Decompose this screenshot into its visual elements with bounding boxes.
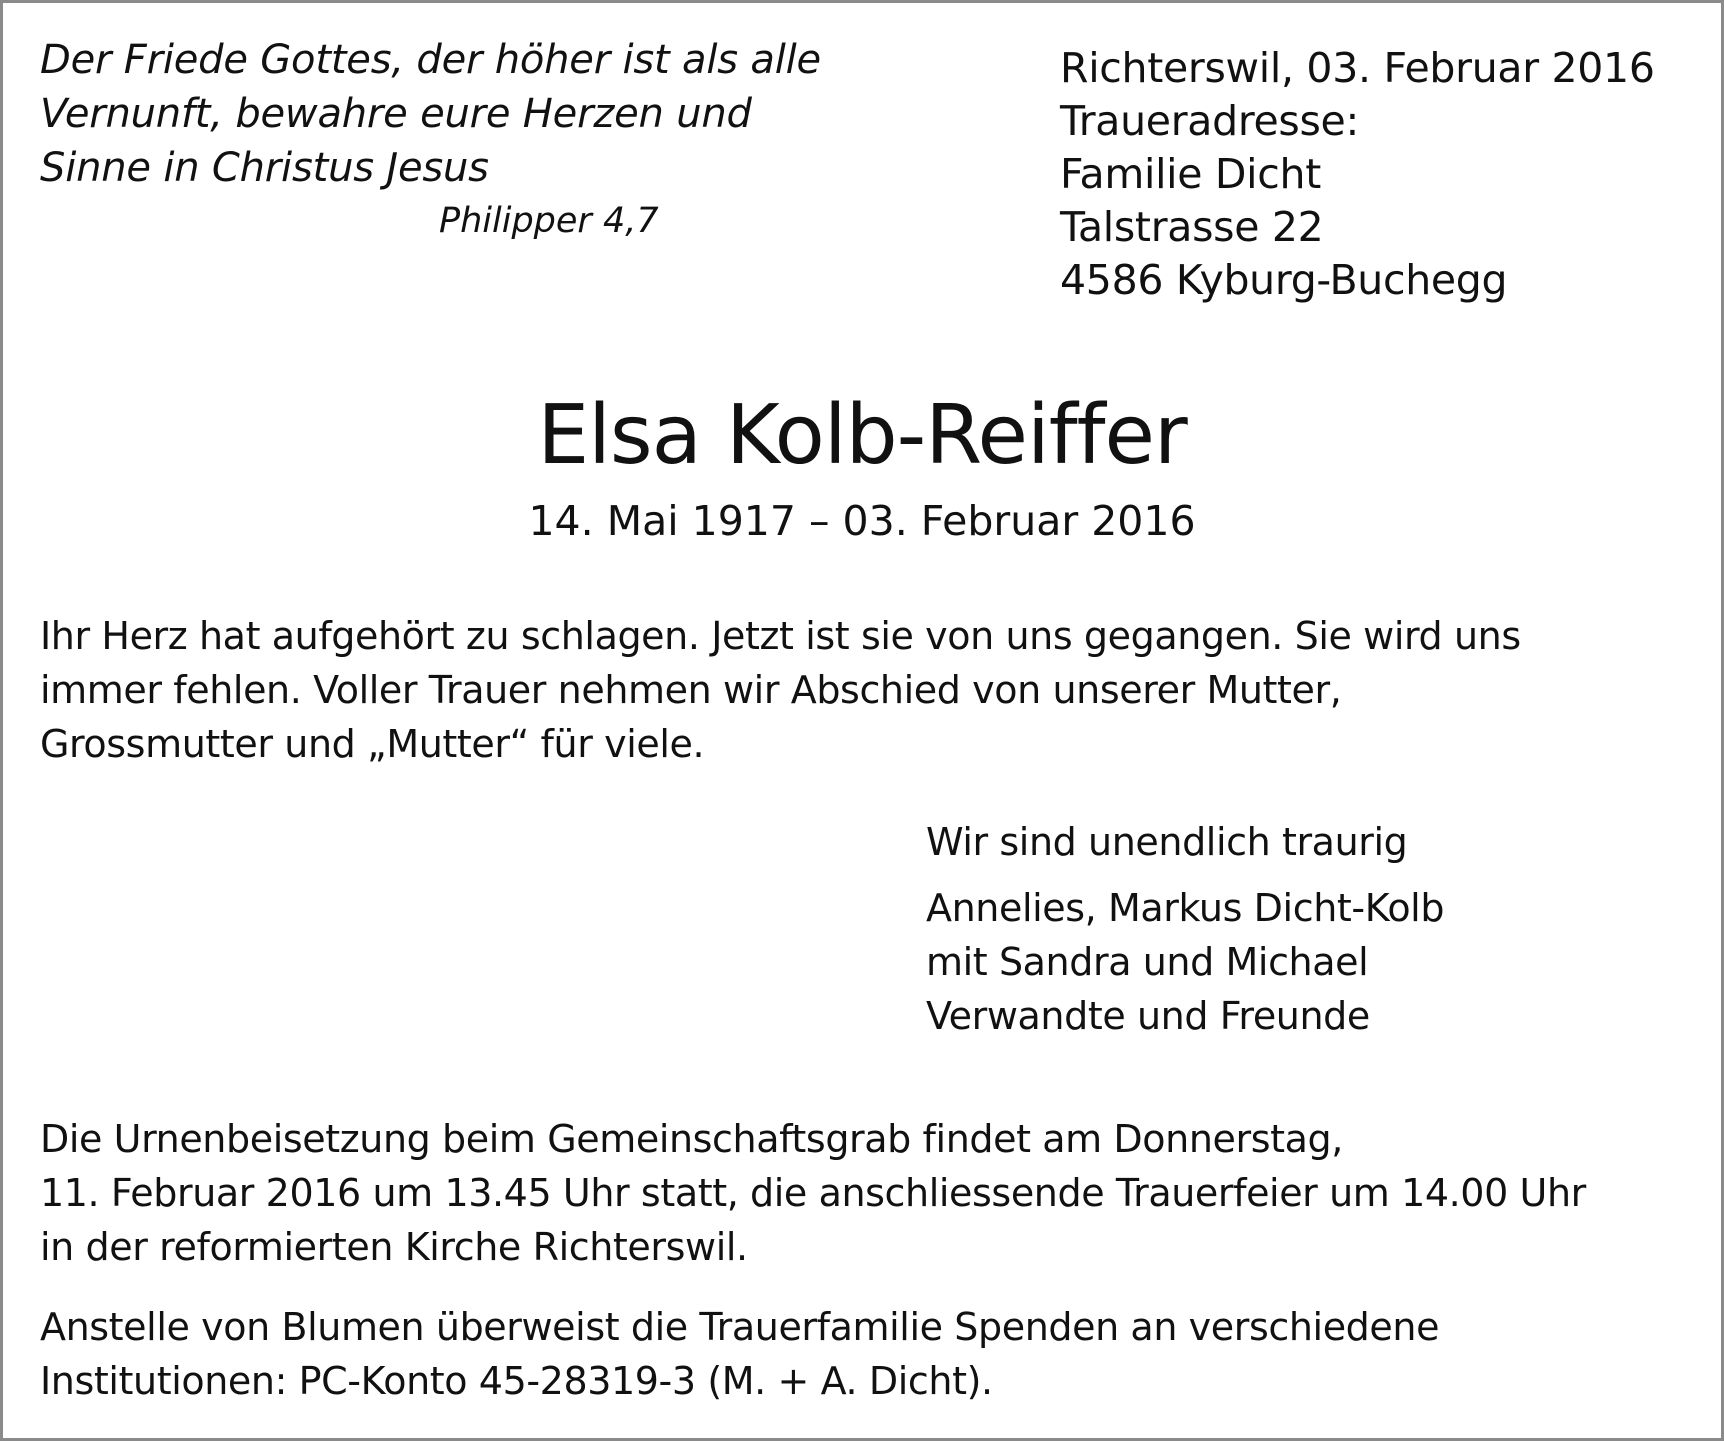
address-city: 4586 Kyburg-Buchegg [1060, 256, 1508, 304]
donation-line: Institutionen: PC-Konto 45-28319-3 (M. + A. Dicht). [40, 1359, 993, 1403]
mourning-address [1060, 42, 1655, 307]
donation-line: Anstelle von Blumen überweist die Trauerfamilie Spenden an verschiedene [40, 1305, 1440, 1349]
ceremony-line: Die Urnenbeisetzung beim Gemeinschaftsgrab findet am Donnerstag, [40, 1117, 1343, 1161]
place-date: Richterswil, 03. Februar 2016 [1060, 44, 1655, 92]
mourners-signoff [926, 815, 1444, 1043]
address-street: Talstrasse 22 [1060, 203, 1324, 251]
announcement-line: Ihr Herz hat aufgehört zu schlagen. Jetzt ist sie von uns gegangen. Sie wird uns [40, 614, 1521, 658]
address-family: Familie Dicht [1060, 150, 1321, 198]
bible-quote [40, 33, 940, 195]
obituary-notice [3, 3, 1721, 1438]
signoff-intro: Wir sind unendlich traurig [926, 820, 1408, 864]
ceremony-paragraph [40, 1112, 1700, 1274]
ceremony-line: 11. Februar 2016 um 13.45 Uhr statt, die anschliessende Trauerfeier um 14.00 Uhr [40, 1171, 1586, 1215]
donation-paragraph [40, 1300, 1700, 1408]
quote-line: Der Friede Gottes, der höher ist als alle [40, 37, 821, 83]
announcement-line: Grossmutter und „Mutter“ für viele. [40, 722, 705, 766]
ceremony-line: in der reformierten Kirche Richterswil. [40, 1225, 748, 1269]
address-label: Traueradresse: [1060, 97, 1359, 145]
deceased-name: Elsa Kolb-Reiffer [537, 388, 1187, 483]
mourner-line: mit Sandra und Michael [926, 940, 1369, 984]
mourner-line: Annelies, Markus Dicht-Kolb [926, 886, 1445, 930]
quote-source: Philipper 4,7 [439, 201, 659, 241]
quote-line: Vernunft, bewahre eure Herzen und [40, 91, 752, 137]
life-dates: 14. Mai 1917 – 03. Februar 2016 [528, 497, 1196, 545]
quote-line: Sinne in Christus Jesus [40, 145, 489, 191]
announcement-line: immer fehlen. Voller Trauer nehmen wir Abschied von unserer Mutter, [40, 668, 1342, 712]
mourner-line: Verwandte und Freunde [926, 994, 1370, 1038]
announcement-paragraph [40, 609, 1700, 771]
